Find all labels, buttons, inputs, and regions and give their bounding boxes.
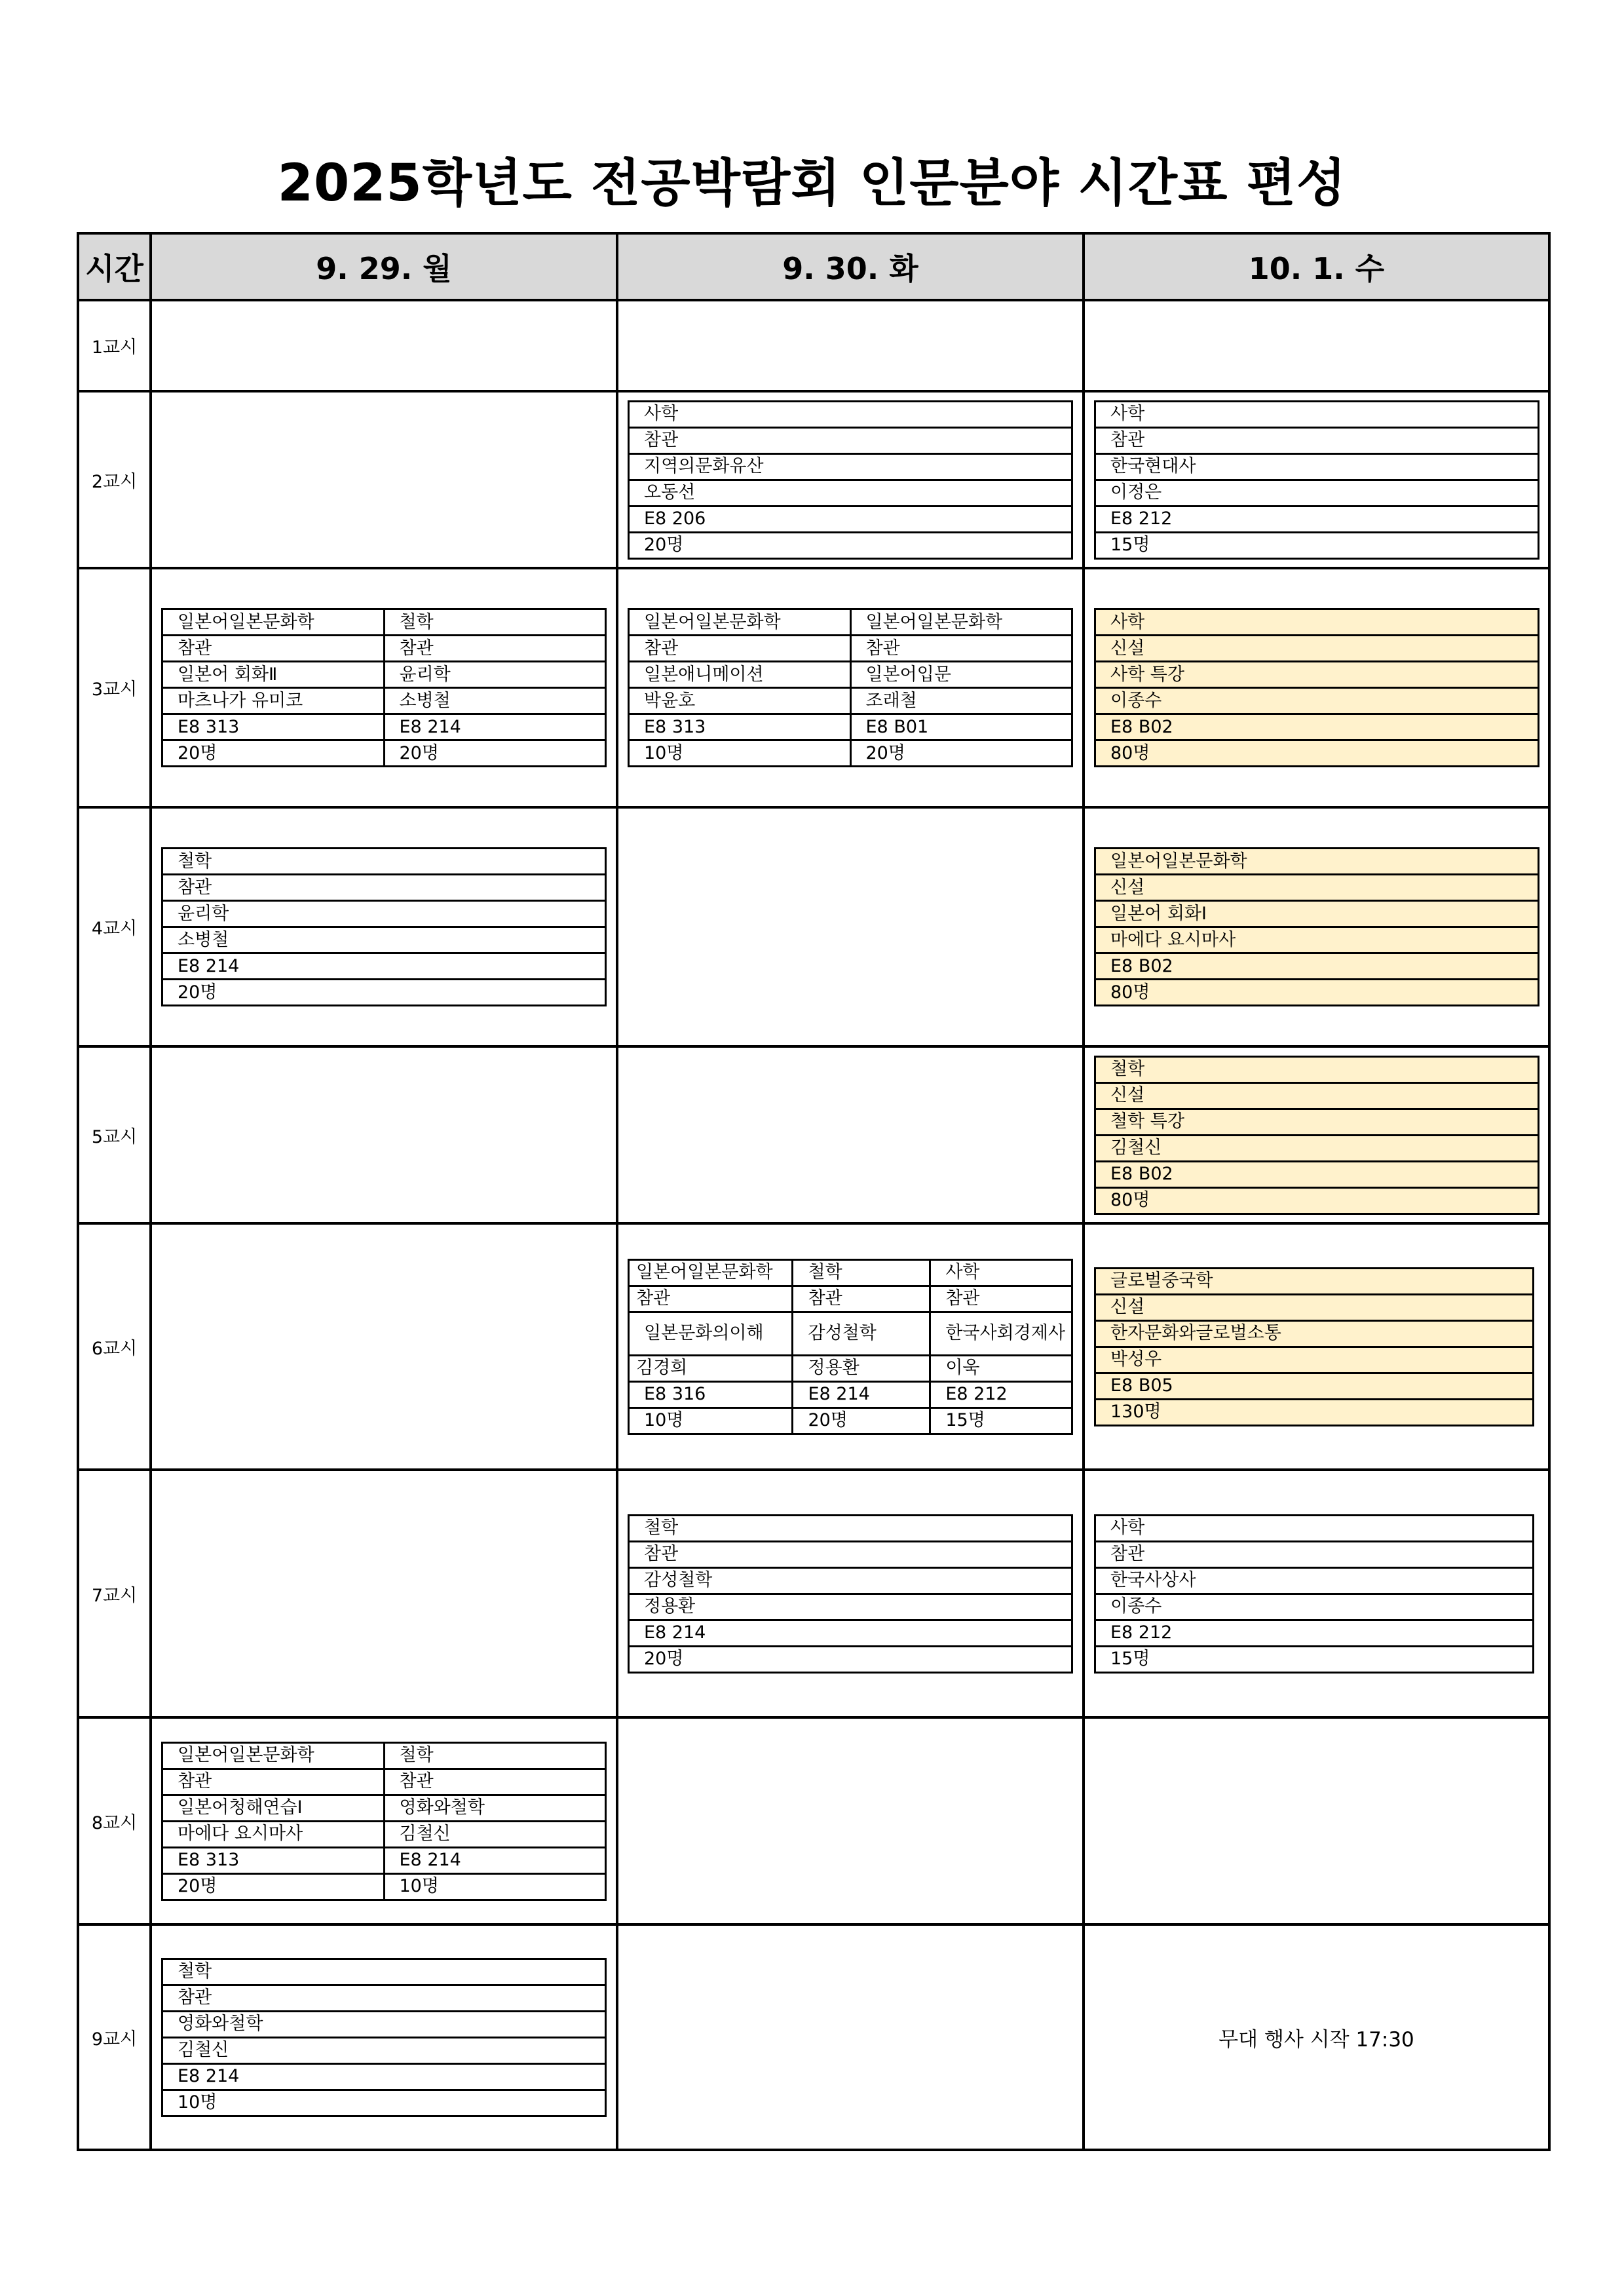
session-box — [628, 1514, 1073, 1674]
period-label: 1교시 — [78, 300, 151, 391]
header-row — [78, 233, 1549, 300]
session-major: 철학 — [1095, 1056, 1539, 1082]
session-box-new — [1094, 847, 1539, 1006]
period-label: 5교시 — [78, 1046, 151, 1223]
session-box — [1094, 400, 1539, 560]
cell-p5-wed — [1084, 1046, 1549, 1223]
period-label: 4교시 — [78, 807, 151, 1046]
session-professor: 정용환 — [629, 1594, 1072, 1620]
session-professor: 오동선 — [629, 480, 1072, 506]
session-course: 한자문화와글로벌소통 — [1095, 1320, 1534, 1347]
session-capacity: 20명 — [162, 1873, 385, 1900]
session-capacity: 20명 — [162, 980, 606, 1006]
cell-p2-tue — [617, 391, 1084, 568]
session-course: 한국사상사 — [1095, 1567, 1534, 1594]
period-label: 7교시 — [78, 1470, 151, 1717]
session-room: E8 B05 — [1095, 1373, 1534, 1399]
session-course: 감성철학 — [793, 1312, 930, 1355]
session-professor: 정용환 — [793, 1355, 930, 1381]
cell-p3-wed — [1084, 568, 1549, 807]
period-row-9 — [78, 1924, 1549, 2150]
session-type: 참관 — [1095, 1541, 1534, 1567]
session-room: E8 214 — [162, 2063, 606, 2090]
session-type: 참관 — [162, 1985, 606, 2011]
session-major: 사학 — [1095, 609, 1539, 636]
session-room: E8 212 — [930, 1381, 1072, 1407]
cell-p2-mon — [151, 391, 617, 568]
session-professor: 마츠나가 유미코 — [162, 688, 385, 714]
session-box-new — [1094, 608, 1539, 767]
cell-p6-mon — [151, 1223, 617, 1470]
session-professor: 조래철 — [850, 688, 1072, 714]
session-box-new — [1094, 1267, 1534, 1426]
session-capacity: 15명 — [1095, 1646, 1534, 1672]
session-professor: 김철신 — [384, 1821, 606, 1847]
session-course: 일본어 회화Ⅱ — [162, 662, 385, 688]
period-label: 2교시 — [78, 391, 151, 568]
session-professor: 김경희 — [629, 1355, 793, 1381]
session-capacity: 10명 — [629, 1407, 793, 1434]
cell-p6-tue — [617, 1223, 1084, 1470]
period-row-4 — [78, 807, 1549, 1046]
period-row-1 — [78, 300, 1549, 391]
session-type: 참관 — [629, 1541, 1072, 1567]
header-day-wed: 10. 1. 수 — [1084, 233, 1549, 300]
session-capacity: 20명 — [629, 532, 1072, 558]
header-time: 시간 — [78, 233, 151, 300]
session-course: 지역의문화유산 — [629, 453, 1072, 480]
session-major: 철학 — [629, 1515, 1072, 1541]
period-label: 6교시 — [78, 1223, 151, 1470]
session-course: 한국현대사 — [1095, 453, 1539, 480]
session-type: 신설 — [1095, 636, 1539, 662]
cell-p7-mon — [151, 1470, 617, 1717]
session-room: E8 214 — [384, 1847, 606, 1873]
session-type: 참관 — [1095, 427, 1539, 453]
session-professor: 박윤호 — [629, 688, 851, 714]
cell-p1-wed — [1084, 300, 1549, 391]
cell-p4-tue — [617, 807, 1084, 1046]
session-room: E8 212 — [1095, 506, 1539, 532]
session-major: 일본어일본문화학 — [1095, 849, 1539, 875]
session-major: 철학 — [384, 1742, 606, 1769]
period-row-8 — [78, 1717, 1549, 1924]
session-course: 영화와철학 — [384, 1795, 606, 1821]
cell-p3-tue — [617, 568, 1084, 807]
session-type: 참관 — [629, 636, 851, 662]
session-type: 참관 — [930, 1286, 1072, 1312]
session-room: E8 214 — [793, 1381, 930, 1407]
session-box — [161, 1958, 607, 2117]
session-professor: 마에다 요시마사 — [162, 1821, 385, 1847]
session-box — [628, 1259, 1073, 1435]
period-row-6 — [78, 1223, 1549, 1470]
session-type: 참관 — [850, 636, 1072, 662]
cell-p1-mon — [151, 300, 617, 391]
session-professor: 이종수 — [1095, 1594, 1534, 1620]
session-type: 참관 — [162, 636, 385, 662]
session-course: 한국사회경제사 — [930, 1312, 1072, 1355]
session-room: E8 212 — [1095, 1620, 1534, 1646]
period-label: 3교시 — [78, 568, 151, 807]
cell-p8-wed — [1084, 1717, 1549, 1924]
cell-p8-tue — [617, 1717, 1084, 1924]
session-professor: 이종수 — [1095, 688, 1539, 714]
cell-p9-tue — [617, 1924, 1084, 2150]
session-course: 영화와철학 — [162, 2011, 606, 2037]
period-row-7 — [78, 1470, 1549, 1717]
session-room: E8 214 — [629, 1620, 1072, 1646]
session-course: 일본어 회화Ⅰ — [1095, 901, 1539, 927]
session-room: E8 B02 — [1095, 953, 1539, 980]
session-major: 일본어일본문화학 — [162, 609, 385, 636]
session-type: 참관 — [629, 1286, 793, 1312]
session-capacity: 10명 — [384, 1873, 606, 1900]
page-title: 2025학년도 전공박람회 인문분야 시간표 편성 — [277, 154, 1347, 213]
session-capacity: 80명 — [1095, 1187, 1539, 1214]
session-course: 일본어청해연습Ⅰ — [162, 1795, 385, 1821]
session-course: 철학 특강 — [1095, 1109, 1539, 1135]
session-capacity: 10명 — [162, 2090, 606, 2116]
session-room: E8 214 — [162, 953, 606, 980]
session-major: 철학 — [162, 1959, 606, 1985]
session-course: 감성철학 — [629, 1567, 1072, 1594]
session-major: 사학 — [629, 401, 1072, 427]
session-room: E8 313 — [162, 714, 385, 740]
session-capacity: 20명 — [162, 740, 385, 767]
session-major: 철학 — [162, 849, 606, 875]
cell-p7-tue — [617, 1470, 1084, 1717]
session-capacity: 20명 — [793, 1407, 930, 1434]
session-professor: 소병철 — [384, 688, 606, 714]
session-professor: 마에다 요시마사 — [1095, 927, 1539, 953]
session-capacity: 15명 — [930, 1407, 1072, 1434]
session-type: 참관 — [162, 875, 606, 901]
session-box-new — [1094, 1056, 1539, 1215]
cell-p9-mon — [151, 1924, 617, 2150]
session-type: 신설 — [1095, 875, 1539, 901]
session-course: 사학 특강 — [1095, 662, 1539, 688]
session-box — [161, 608, 607, 767]
cell-p6-wed — [1084, 1223, 1549, 1470]
session-type: 참관 — [384, 636, 606, 662]
session-major: 사학 — [930, 1259, 1072, 1286]
cell-p2-wed — [1084, 391, 1549, 568]
cell-p8-mon — [151, 1717, 617, 1924]
session-box — [161, 847, 607, 1006]
session-course: 윤리학 — [162, 901, 606, 927]
session-major: 일본어일본문화학 — [629, 1259, 793, 1286]
session-major: 사학 — [1095, 401, 1539, 427]
session-major: 사학 — [1095, 1515, 1534, 1541]
cell-p4-mon — [151, 807, 617, 1046]
session-professor: 김철신 — [162, 2037, 606, 2063]
session-capacity: 130명 — [1095, 1399, 1534, 1425]
cell-p4-wed — [1084, 807, 1549, 1046]
cell-p5-tue — [617, 1046, 1084, 1223]
period-label: 9교시 — [78, 1924, 151, 2150]
session-room: E8 313 — [162, 1847, 385, 1873]
session-course: 일본애니메이션 — [629, 662, 851, 688]
timetable — [77, 232, 1551, 2151]
session-capacity: 80명 — [1095, 980, 1539, 1006]
session-box — [1094, 1514, 1534, 1674]
session-box — [161, 1742, 607, 1901]
session-course: 일본문화의이해 — [629, 1312, 793, 1355]
session-capacity: 20명 — [629, 1646, 1072, 1672]
header-day-mon: 9. 29. 월 — [151, 233, 617, 300]
session-major: 일본어일본문화학 — [629, 609, 851, 636]
period-row-2 — [78, 391, 1549, 568]
session-capacity: 20명 — [850, 740, 1072, 767]
session-room: E8 B02 — [1095, 1161, 1539, 1187]
cell-p3-mon — [151, 568, 617, 807]
stage-event-note: 무대 행사 시작 17:30 — [1084, 1924, 1549, 2150]
session-room: E8 206 — [629, 506, 1072, 532]
cell-p7-wed — [1084, 1470, 1549, 1717]
session-major: 철학 — [793, 1259, 930, 1286]
session-professor: 박성우 — [1095, 1347, 1534, 1373]
period-label: 8교시 — [78, 1717, 151, 1924]
session-professor: 이정은 — [1095, 480, 1539, 506]
session-professor: 이욱 — [930, 1355, 1072, 1381]
session-room: E8 214 — [384, 714, 606, 740]
period-row-5 — [78, 1046, 1549, 1223]
cell-p5-mon — [151, 1046, 617, 1223]
session-room: E8 316 — [629, 1381, 793, 1407]
session-course: 일본어입문 — [850, 662, 1072, 688]
session-box — [628, 608, 1073, 767]
session-type: 참관 — [384, 1769, 606, 1795]
session-major: 일본어일본문화학 — [162, 1742, 385, 1769]
session-type: 신설 — [1095, 1294, 1534, 1320]
session-capacity: 20명 — [384, 740, 606, 767]
session-professor: 김철신 — [1095, 1135, 1539, 1161]
session-professor: 소병철 — [162, 927, 606, 953]
session-capacity: 15명 — [1095, 532, 1539, 558]
session-box — [628, 400, 1073, 560]
session-capacity: 80명 — [1095, 740, 1539, 767]
session-type: 신설 — [1095, 1082, 1539, 1109]
session-major: 일본어일본문화학 — [850, 609, 1072, 636]
session-type: 참관 — [629, 427, 1072, 453]
period-row-3 — [78, 568, 1549, 807]
session-major: 철학 — [384, 609, 606, 636]
session-capacity: 10명 — [629, 740, 851, 767]
session-course: 윤리학 — [384, 662, 606, 688]
session-type: 참관 — [162, 1769, 385, 1795]
session-type: 참관 — [793, 1286, 930, 1312]
session-room: E8 B01 — [850, 714, 1072, 740]
session-room: E8 313 — [629, 714, 851, 740]
session-major: 글로벌중국학 — [1095, 1268, 1534, 1294]
cell-p1-tue — [617, 300, 1084, 391]
session-room: E8 B02 — [1095, 714, 1539, 740]
header-day-tue: 9. 30. 화 — [617, 233, 1084, 300]
